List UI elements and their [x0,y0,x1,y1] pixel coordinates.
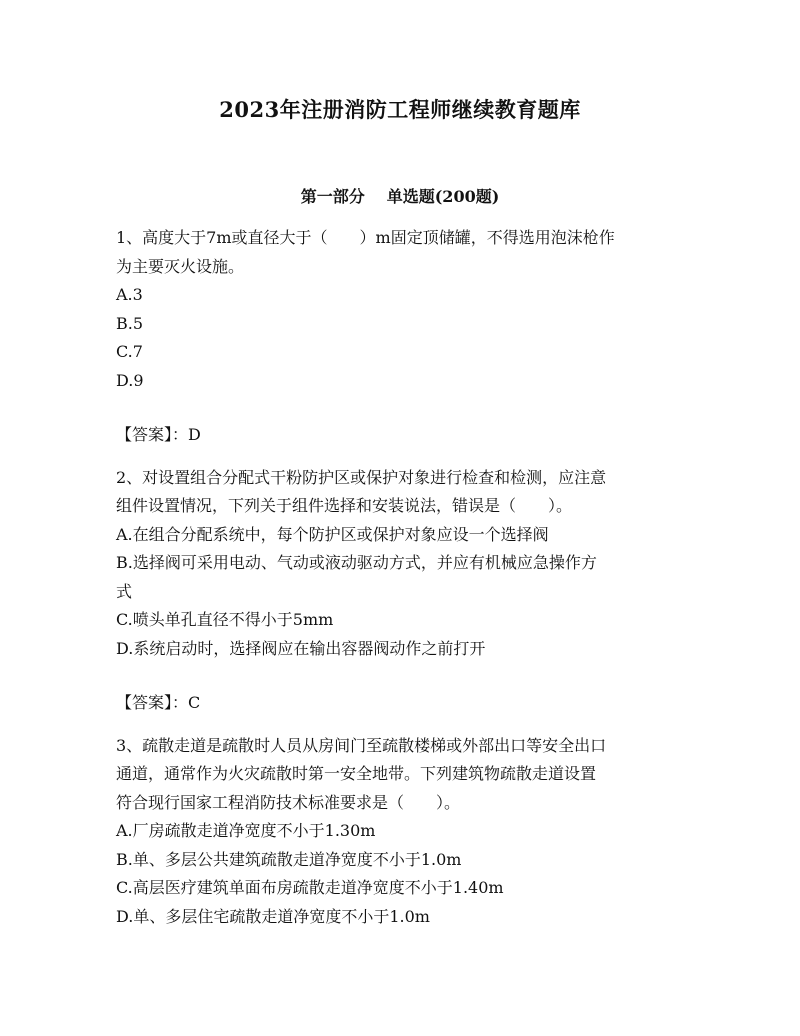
option-d: D.9 [116,370,144,390]
answer-line [116,689,686,718]
option-a: A.厂房疏散走道净宽度不小于1.30m [116,821,376,840]
section-heading [0,184,800,207]
option-c: C.高层医疗建筑单面布房疏散走道净宽度不小于1.40m [116,878,504,897]
option-d: D.系统启动时，选择阀应在输出容器阀动作之前打开 [116,638,486,658]
question-list [116,224,686,931]
answer-label: 【答案】： [116,425,189,444]
section-part: 第一部分 [300,187,365,206]
option-b: B.单、多层公共建筑疏散走道净宽度不小于1.0m [116,849,462,869]
option-c: C.喷头单孔直径不得小于5mm [116,610,334,629]
option-a: A.在组合分配系统中，每个防护区或保护对象应设一个选择阀 [116,524,549,544]
question-3 [116,732,686,932]
option-b: B.5 [116,313,144,333]
question-stem-line: 符合现行国家工程消防技术标准要求是（ ）。 [116,792,461,812]
question-stem-line: 1、高度大于7m或直径大于（ ）m固定顶储罐，不得选用泡沫枪作 [116,228,615,247]
option-b-continued: 式 [116,581,133,601]
section-name: 单选题(200题) [386,187,500,206]
answer-label: 【答案】： [116,693,189,712]
answer-value: C [188,693,201,712]
document-title: 2023年注册消防工程师继续教育题库 [219,97,581,122]
option-a: A.3 [116,285,143,304]
answer-value: D [188,425,201,444]
question-2 [116,464,686,718]
question-stem-line: 组件设置情况，下列关于组件选择和安装说法，错误是（ ）。 [116,496,573,515]
question-stem-line: 为主要灭火设施。 [116,256,245,276]
question-stem-line: 2、对设置组合分配式干粉防护区或保护对象进行检查和检测，应注意 [116,467,607,487]
question-1 [116,224,686,450]
answer-line [116,421,686,450]
option-b: B.选择阀可采用电动、气动或液动驱动方式，并应有机械应急操作方 [116,553,597,572]
option-c: C.7 [116,342,143,361]
question-stem-line: 3、疏散走道是疏散时人员从房间门至疏散楼梯或外部出口等安全出口 [116,735,607,755]
option-d: D.单、多层住宅疏散走道净宽度不小于1.0m [116,906,430,926]
question-stem-line: 通道，通常作为火灾疏散时第一安全地带。下列建筑物疏散走道设置 [116,764,597,783]
